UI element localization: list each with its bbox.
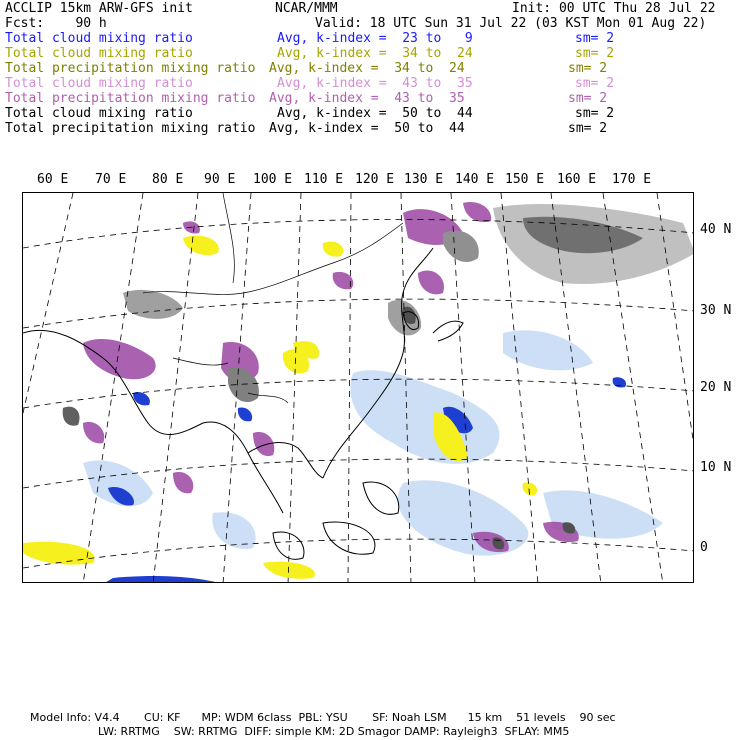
lat-label: 0	[700, 540, 708, 555]
field-row	[5, 106, 735, 121]
cloud-field-blue-light	[83, 330, 663, 555]
field-name: Total precipitation mixing ratio	[5, 121, 256, 136]
lon-label: 170 E	[612, 172, 652, 187]
map-panel	[22, 192, 694, 583]
field-sm: sm= 2	[568, 91, 608, 106]
physics-info-line: LW: RRTMG SW: RRTMG DIFF: simple KM: 2D Smagor DAMP: Rayleigh3 SFLAY: MM5	[98, 725, 570, 738]
field-sm: sm= 2	[575, 31, 615, 46]
field-avg: Avg, k-index = 43 to 35	[269, 91, 465, 106]
field-row	[5, 121, 735, 136]
model-info-line: Model Info: V4.4 CU: KF MP: WDM 6class PBL: YSU SF: Noah LSM 15 km 51 levels 90 sec	[30, 711, 616, 724]
field-name: Total precipitation mixing ratio	[5, 61, 256, 76]
init-time: Init: 00 UTC Thu 28 Jul 22	[512, 1, 716, 16]
field-sm: sm= 2	[575, 106, 615, 121]
field-sm: sm= 2	[568, 121, 608, 136]
lon-label: 150 E	[505, 172, 545, 187]
lon-label: 90 E	[204, 172, 236, 187]
field-avg: Avg, k-index = 50 to 44	[277, 106, 473, 121]
field-sm: sm= 2	[575, 76, 615, 91]
lon-label: 100 E	[253, 172, 293, 187]
field-row	[5, 46, 735, 61]
valid-time: Valid: 18 UTC Sun 31 Jul 22 (03 KST Mon 01 Aug 22)	[315, 16, 707, 31]
field-row	[5, 31, 735, 46]
field-name: Total cloud mixing ratio	[5, 76, 193, 91]
lon-label: 130 E	[404, 172, 444, 187]
field-sm: sm= 2	[575, 46, 615, 61]
field-row	[5, 76, 735, 91]
lon-label: 70 E	[95, 172, 127, 187]
field-avg: Avg, k-index = 34 to 24	[277, 46, 473, 61]
map-canvas	[23, 193, 694, 583]
field-row	[5, 61, 735, 76]
lon-label: 160 E	[557, 172, 597, 187]
lat-label: 30 N	[700, 303, 732, 318]
field-avg: Avg, k-index = 43 to 35	[277, 76, 473, 91]
lat-label: 40 N	[700, 222, 732, 237]
lat-label: 10 N	[700, 460, 732, 475]
field-avg: Avg, k-index = 34 to 24	[269, 61, 465, 76]
field-row	[5, 91, 735, 106]
lon-label: 120 E	[355, 172, 395, 187]
forecast-hour: Fcst: 90 h	[5, 16, 107, 31]
lon-label: 60 E	[37, 172, 69, 187]
field-avg: Avg, k-index = 50 to 44	[269, 121, 465, 136]
lon-label: 140 E	[455, 172, 495, 187]
field-name: Total cloud mixing ratio	[5, 106, 193, 121]
field-avg: Avg, k-index = 23 to 9	[277, 31, 473, 46]
lon-label: 80 E	[152, 172, 184, 187]
center-name: NCAR/MMM	[275, 1, 338, 16]
field-sm: sm= 2	[568, 61, 608, 76]
model-title: ACCLIP 15km ARW-GFS init	[5, 1, 193, 16]
field-name: Total precipitation mixing ratio	[5, 91, 256, 106]
field-name: Total cloud mixing ratio	[5, 31, 193, 46]
field-name: Total cloud mixing ratio	[5, 46, 193, 61]
lon-label: 110 E	[304, 172, 344, 187]
lat-label: 20 N	[700, 380, 732, 395]
